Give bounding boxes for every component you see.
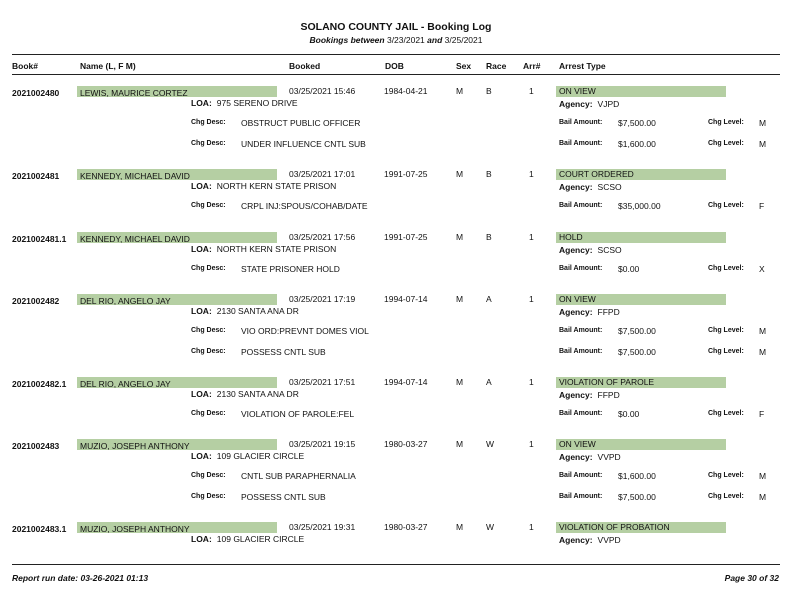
date-of-birth: 1980-03-27 — [384, 522, 428, 532]
date-of-birth: 1994-07-14 — [384, 377, 428, 387]
inmate-name: DEL RIO, ANGELO JAY — [80, 379, 171, 389]
bail-amount-label: Bail Amount: — [559, 493, 603, 500]
location-of-arrest — [191, 306, 299, 316]
book-number: 2021002482.1 — [12, 379, 67, 389]
charge-level: F — [759, 409, 765, 419]
loa-label: LOA: — [191, 451, 212, 461]
arrest-type: HOLD — [559, 232, 583, 242]
sex: M — [456, 86, 464, 96]
agency-value: SCSO — [597, 182, 622, 192]
charge-level: M — [759, 492, 767, 502]
arresting-agency — [559, 390, 620, 400]
agency-value: VJPD — [597, 99, 620, 109]
charge-description: POSSESS CNTL SUB — [241, 492, 326, 502]
bail-amount-label: Bail Amount: — [559, 410, 603, 417]
booked-datetime: 03/25/2021 19:31 — [289, 522, 356, 532]
arrest-number: 1 — [529, 169, 534, 179]
loa-label: LOA: — [191, 306, 212, 316]
chg-level-label: Chg Level: — [708, 472, 744, 479]
arrest-number: 1 — [529, 522, 534, 532]
location-of-arrest — [191, 451, 304, 461]
chg-level-label: Chg Level: — [708, 202, 744, 209]
loa-value: 2130 SANTA ANA DR — [216, 306, 299, 316]
agency-label: Agency: — [559, 182, 593, 192]
book-number: 2021002481.1 — [12, 234, 67, 244]
location-of-arrest — [191, 389, 299, 399]
arresting-agency — [559, 182, 622, 192]
race: W — [486, 522, 495, 532]
agency-label: Agency: — [559, 99, 593, 109]
loa-value: 109 GLACIER CIRCLE — [216, 534, 305, 544]
charge-description: CRPL INJ:SPOUS/COHAB/DATE — [241, 201, 368, 211]
booked-datetime: 03/25/2021 15:46 — [289, 86, 356, 96]
bail-amount-label: Bail Amount: — [559, 348, 603, 355]
booked-datetime: 03/25/2021 17:01 — [289, 169, 356, 179]
chg-desc-label: Chg Desc: — [191, 348, 226, 355]
book-number: 2021002482 — [12, 296, 60, 306]
agency-label: Agency: — [559, 452, 593, 462]
book-number: 2021002481 — [12, 171, 60, 181]
bail-amount: $1,600.00 — [618, 139, 656, 149]
race: B — [486, 169, 492, 179]
bail-amount: $35,000.00 — [618, 201, 661, 211]
arrest-type: ON VIEW — [559, 86, 596, 96]
col-header-dob: DOB — [385, 61, 404, 71]
date-of-birth: 1994-07-14 — [384, 294, 428, 304]
chg-level-label: Chg Level: — [708, 410, 744, 417]
arrest-number: 1 — [529, 377, 534, 387]
charge-description: UNDER INFLUENCE CNTL SUB — [241, 139, 366, 149]
inmate-name: MUZIO, JOSEPH ANTHONY — [80, 524, 190, 534]
charge-description: POSSESS CNTL SUB — [241, 347, 326, 357]
loa-value: 975 SERENO DRIVE — [216, 98, 298, 108]
inmate-name: KENNEDY, MICHAEL DAVID — [80, 234, 190, 244]
col-header-book: Book# — [12, 61, 38, 71]
race: A — [486, 294, 492, 304]
bail-amount-label: Bail Amount: — [559, 119, 603, 126]
chg-desc-label: Chg Desc: — [191, 265, 226, 272]
chg-desc-label: Chg Desc: — [191, 472, 226, 479]
page-number: Page 30 of 32 — [724, 573, 779, 583]
arresting-agency — [559, 99, 619, 109]
bail-amount: $7,500.00 — [618, 326, 656, 336]
agency-value: FFPD — [597, 390, 620, 400]
race: A — [486, 377, 492, 387]
sex: M — [456, 439, 464, 449]
bail-amount: $7,500.00 — [618, 347, 656, 357]
chg-level-label: Chg Level: — [708, 348, 744, 355]
charge-description: CNTL SUB PARAPHERNALIA — [241, 471, 356, 481]
col-header-arrest-type: Arrest Type — [559, 61, 606, 71]
charge-level: M — [759, 471, 767, 481]
date-of-birth: 1984-04-21 — [384, 86, 428, 96]
race: B — [486, 232, 492, 242]
arrest-type: ON VIEW — [559, 439, 596, 449]
date-of-birth: 1991-07-25 — [384, 232, 428, 242]
charge-level: M — [759, 118, 767, 128]
and-label: and — [427, 35, 443, 45]
arresting-agency — [559, 307, 620, 317]
report-title: SOLANO COUNTY JAIL - Booking Log — [300, 21, 492, 33]
booked-datetime: 03/25/2021 17:56 — [289, 232, 356, 242]
race: B — [486, 86, 492, 96]
report-subtitle — [0, 35, 792, 45]
chg-level-label: Chg Level: — [708, 327, 744, 334]
bail-amount: $7,500.00 — [618, 492, 656, 502]
bail-amount: $7,500.00 — [618, 118, 656, 128]
agency-value: VVPD — [597, 452, 621, 462]
arrest-type: ON VIEW — [559, 294, 596, 304]
loa-value: NORTH KERN STATE PRISON — [216, 244, 337, 254]
arrest-number: 1 — [529, 232, 534, 242]
arrest-type: VIOLATION OF PROBATION — [559, 522, 670, 532]
charge-level: M — [759, 347, 767, 357]
col-header-name: Name (L, F M) — [80, 61, 136, 71]
book-number: 2021002483.1 — [12, 524, 67, 534]
col-header-sex: Sex — [456, 61, 472, 71]
charge-level: M — [759, 139, 767, 149]
inmate-name: DEL RIO, ANGELO JAY — [80, 296, 171, 306]
start-date: 3/23/2021 — [386, 35, 425, 45]
charge-description: VIOLATION OF PAROLE:FEL — [241, 409, 355, 419]
bail-amount-label: Bail Amount: — [559, 202, 603, 209]
header-top-rule — [12, 54, 780, 55]
charge-description: STATE PRISONER HOLD — [241, 264, 340, 274]
book-number: 2021002480 — [12, 88, 60, 98]
sex: M — [456, 232, 464, 242]
inmate-name: MUZIO, JOSEPH ANTHONY — [80, 441, 190, 451]
agency-label: Agency: — [559, 245, 593, 255]
agency-value: SCSO — [597, 245, 622, 255]
sex: M — [456, 169, 464, 179]
charge-level: M — [759, 326, 767, 336]
bail-amount: $0.00 — [618, 264, 640, 274]
chg-desc-label: Chg Desc: — [191, 493, 226, 500]
loa-value: 2130 SANTA ANA DR — [216, 389, 299, 399]
loa-value: 109 GLACIER CIRCLE — [216, 451, 305, 461]
charge-description: OBSTRUCT PUBLIC OFFICER — [241, 118, 361, 128]
footer-rule — [12, 564, 780, 565]
agency-label: Agency: — [559, 390, 593, 400]
subtitle-label: Bookings between — [309, 35, 385, 45]
chg-level-label: Chg Level: — [708, 265, 744, 272]
bail-amount: $0.00 — [618, 409, 640, 419]
bail-amount-label: Bail Amount: — [559, 265, 603, 272]
chg-level-label: Chg Level: — [708, 493, 744, 500]
charge-level: F — [759, 201, 765, 211]
location-of-arrest — [191, 244, 336, 254]
booked-datetime: 03/25/2021 17:51 — [289, 377, 356, 387]
bail-amount: $1,600.00 — [618, 471, 656, 481]
loa-label: LOA: — [191, 534, 212, 544]
report-run-date: Report run date: 03-26-2021 01:13 — [12, 573, 149, 583]
loa-label: LOA: — [191, 244, 212, 254]
agency-label: Agency: — [559, 307, 593, 317]
chg-desc-label: Chg Desc: — [191, 140, 226, 147]
bail-amount-label: Bail Amount: — [559, 327, 603, 334]
chg-level-label: Chg Level: — [708, 140, 744, 147]
arresting-agency — [559, 452, 621, 462]
chg-desc-label: Chg Desc: — [191, 202, 226, 209]
book-number: 2021002483 — [12, 441, 60, 451]
arrest-number: 1 — [529, 86, 534, 96]
agency-value: FFPD — [597, 307, 620, 317]
col-header-race: Race — [486, 61, 507, 71]
inmate-name: KENNEDY, MICHAEL DAVID — [80, 171, 190, 181]
bail-amount-label: Bail Amount: — [559, 140, 603, 147]
header-bottom-rule — [12, 74, 780, 75]
location-of-arrest — [191, 181, 336, 191]
chg-desc-label: Chg Desc: — [191, 327, 226, 334]
col-header-booked: Booked — [289, 61, 321, 71]
bail-amount-label: Bail Amount: — [559, 472, 603, 479]
arrest-type: VIOLATION OF PAROLE — [559, 377, 655, 387]
arresting-agency — [559, 245, 622, 255]
arrest-number: 1 — [529, 439, 534, 449]
arresting-agency — [559, 535, 621, 545]
sex: M — [456, 522, 464, 532]
loa-label: LOA: — [191, 98, 212, 108]
booked-datetime: 03/25/2021 19:15 — [289, 439, 356, 449]
loa-value: NORTH KERN STATE PRISON — [216, 181, 337, 191]
loa-label: LOA: — [191, 181, 212, 191]
col-header-arr: Arr# — [523, 61, 541, 71]
arrest-number: 1 — [529, 294, 534, 304]
sex: M — [456, 294, 464, 304]
location-of-arrest — [191, 534, 304, 544]
inmate-name: LEWIS, MAURICE CORTEZ — [80, 88, 188, 98]
arrest-type: COURT ORDERED — [559, 169, 634, 179]
date-of-birth: 1991-07-25 — [384, 169, 428, 179]
agency-value: VVPD — [597, 535, 621, 545]
agency-label: Agency: — [559, 535, 593, 545]
charge-description: VIO ORD:PREVNT DOMES VIOL — [241, 326, 369, 336]
end-date: 3/25/2021 — [444, 35, 483, 45]
chg-level-label: Chg Level: — [708, 119, 744, 126]
sex: M — [456, 377, 464, 387]
chg-desc-label: Chg Desc: — [191, 119, 226, 126]
chg-desc-label: Chg Desc: — [191, 410, 226, 417]
location-of-arrest — [191, 98, 298, 108]
date-of-birth: 1980-03-27 — [384, 439, 428, 449]
charge-level: X — [759, 264, 765, 274]
race: W — [486, 439, 495, 449]
loa-label: LOA: — [191, 389, 212, 399]
booked-datetime: 03/25/2021 17:19 — [289, 294, 356, 304]
